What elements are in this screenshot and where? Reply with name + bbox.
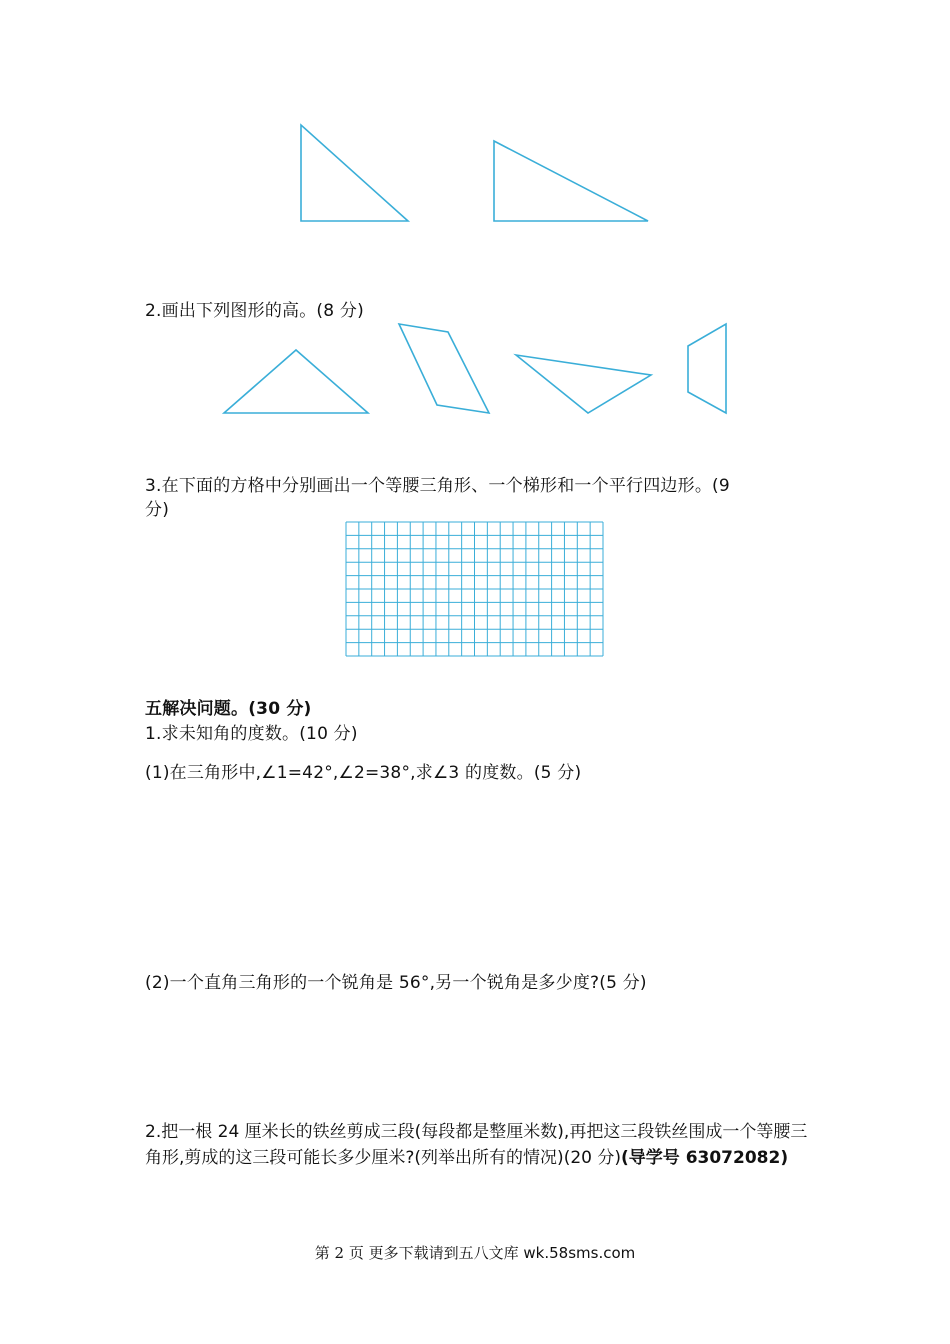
isosceles-triangle-figure <box>224 350 368 413</box>
parallelogram-figure <box>399 324 489 413</box>
section-5-question-2 <box>145 1119 810 1171</box>
question-3-line2: 分) <box>145 500 170 520</box>
footer-page-info: 第 2 页 更多下载请到五八文库 <box>314 1244 519 1262</box>
right-triangle-2 <box>494 141 648 221</box>
obtuse-triangle-figure <box>516 355 651 413</box>
footer-website: wk.58sms.com <box>523 1244 636 1262</box>
guide-number: (导学号 63072082) <box>621 1148 789 1168</box>
question-2-heading: 2.画出下列图形的高。(8 分) <box>145 301 364 321</box>
right-triangle-1 <box>301 125 408 221</box>
section-5-question-1-part-1: (1)在三角形中,∠1=42°,∠2=38°,求∠3 的度数。(5 分) <box>145 763 582 783</box>
section-5-title: 五解决问题。(30 分) <box>145 699 312 719</box>
question-3-line1: 3.在下面的方格中分别画出一个等腰三角形、一个梯形和一个平行四边形。(9 <box>145 476 730 496</box>
section-5-question-1: 1.求未知角的度数。(10 分) <box>145 724 358 744</box>
section-5-question-1-part-2: (2)一个直角三角形的一个锐角是 56°,另一个锐角是多少度?(5 分) <box>145 973 647 993</box>
section-5-question-2-text: 2.把一根 24 厘米长的铁丝剪成三段(每段都是整厘米数),再把这三段铁丝围成一个等腰三角形,剪成的这三段可能长多少厘米?(列举出所有的情况)(20 分) <box>145 1122 808 1168</box>
trapezoid-figure <box>688 324 726 413</box>
page-footer <box>0 1242 950 1263</box>
square-grid <box>346 522 603 656</box>
